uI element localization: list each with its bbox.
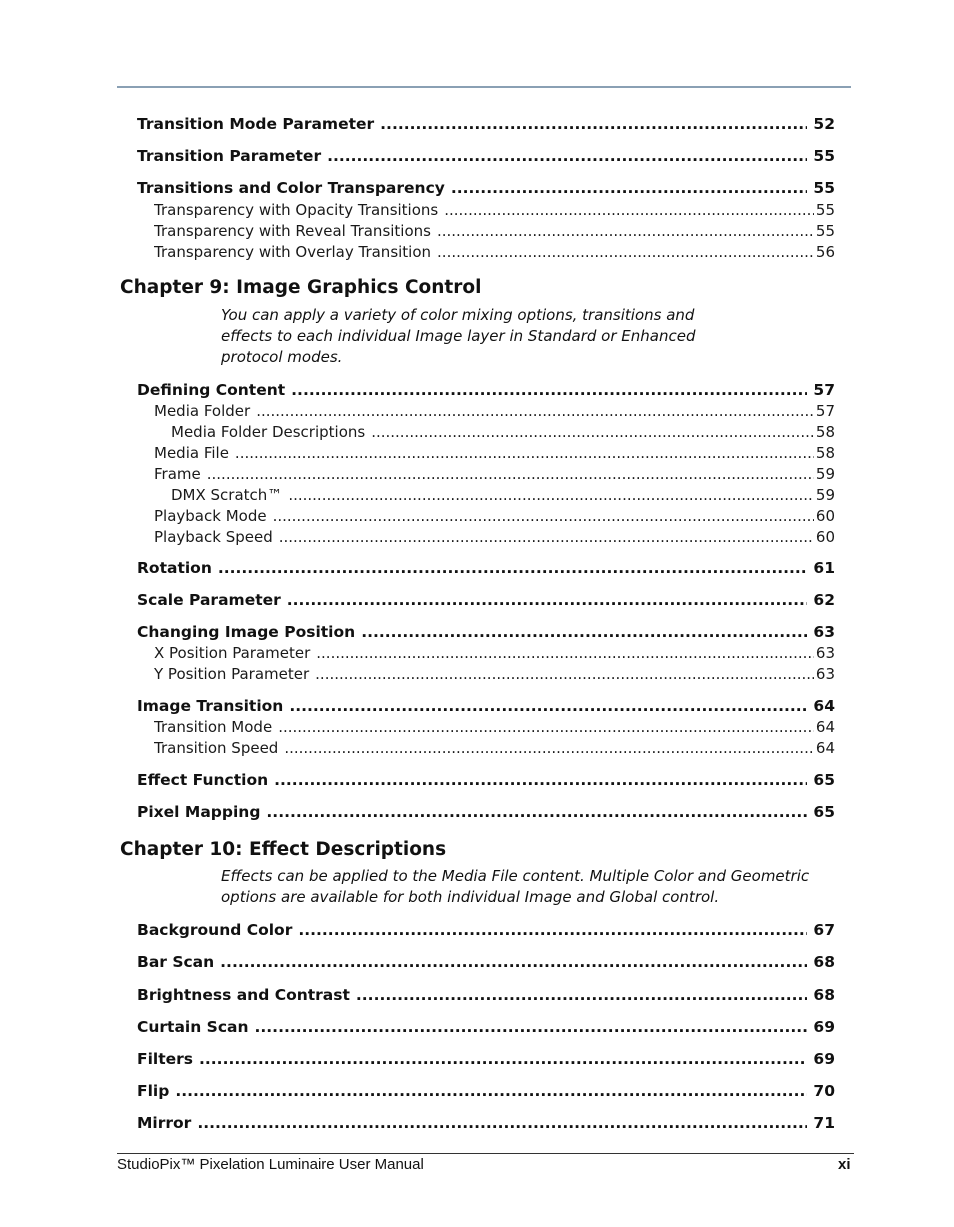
toc-entry-title: Effect Function [137,771,269,789]
toc-entry-page: 55 [815,201,835,219]
toc-entry[interactable] [154,507,835,525]
footer-rule [117,1153,854,1154]
toc-entry-title: Playback Speed [154,528,273,546]
toc-dot-leader [287,591,808,609]
toc-entry[interactable] [137,953,835,971]
toc-entry-page: 69 [813,1050,835,1068]
toc-dot-leader [284,739,814,757]
toc-entry-page: 60 [815,528,835,546]
toc-entry-title: Media Folder [154,402,251,420]
toc-entry-title: Transparency with Reveal Transitions [154,222,431,240]
chapter-9-description-line: You can apply a variety of color mixing options, transitions and [221,306,695,324]
toc-entry[interactable] [154,665,835,683]
toc-entry[interactable] [137,381,835,399]
toc-dot-leader [207,465,814,483]
toc-entry-title: Transparency with Overlay Transition [154,243,432,261]
toc-entry-title: Defining Content [137,381,286,399]
toc-entry-title: Media File [154,444,229,462]
toc-entry-page: 64 [815,739,835,757]
toc-entry-page: 71 [813,1114,835,1132]
toc-entry[interactable] [154,444,835,462]
toc-entry-title: Transition Mode Parameter [137,115,375,133]
toc-dot-leader [218,559,808,577]
toc-entry-page: 65 [813,771,835,789]
toc-entry-title: Transition Parameter [137,147,322,165]
chapter-10-description-line: options are available for both individual Image and Global control. [221,888,720,906]
toc-dot-leader [288,486,814,504]
toc-dot-leader [291,381,807,399]
toc-dot-leader [199,1050,807,1068]
toc-entry-page: 69 [813,1018,835,1036]
toc-dot-leader [315,665,814,683]
toc-entry-page: 61 [813,559,835,577]
toc-entry-page: 52 [813,115,835,133]
toc-dot-leader [289,697,807,715]
toc-dot-leader [175,1082,807,1100]
toc-dot-leader [356,986,808,1004]
toc-entry-page: 64 [813,697,835,715]
toc-entry-title: Y Position Parameter [154,665,310,683]
toc-entry[interactable] [154,465,835,483]
toc-entry[interactable] [137,179,835,197]
toc-entry-page: 58 [815,423,835,441]
toc-entry-title: Pixel Mapping [137,803,261,821]
toc-entry-title: Playback Mode [154,507,267,525]
chapter-9-description-line: protocol modes. [221,348,343,366]
footer-page-number: xi [838,1156,851,1173]
toc-entry-page: 56 [815,243,835,261]
toc-entry-page: 68 [813,953,835,971]
toc-entry[interactable] [154,201,835,219]
toc-entry[interactable] [137,1114,835,1132]
toc-entry-title: Transparency with Opacity Transitions [154,201,439,219]
chapter-10-heading[interactable]: Chapter 10: Effect Descriptions [120,839,447,860]
toc-dot-leader [361,623,807,641]
toc-entry-page: 65 [813,803,835,821]
toc-entry-page: 63 [813,623,835,641]
toc-entry-title: Curtain Scan [137,1018,249,1036]
footer-manual-title: StudioPix™ Pixelation Luminaire User Manual [117,1156,424,1173]
toc-dot-leader [278,718,814,736]
toc-dot-leader [444,201,814,219]
toc-entry-page: 62 [813,591,835,609]
toc-entry[interactable] [154,739,835,757]
toc-entry[interactable] [171,423,835,441]
toc-entry-page: 63 [815,665,835,683]
chapter-10-description [221,866,821,908]
toc-entry-title: DMX Scratch™ [171,486,283,504]
toc-entry-page: 55 [813,179,835,197]
toc-entry[interactable] [154,528,835,546]
toc-entry[interactable] [154,402,835,420]
toc-dot-leader [371,423,814,441]
toc-entry-page: 55 [815,222,835,240]
toc-entry-page: 59 [815,486,835,504]
toc-dot-leader [451,179,808,197]
toc-entry-page: 68 [813,986,835,1004]
toc-entry-title: Changing Image Position [137,623,356,641]
toc-entry-page: 60 [815,507,835,525]
toc-entry-title: Background Color [137,921,293,939]
toc-entry-title: Flip [137,1082,170,1100]
toc-entry-title: Frame [154,465,201,483]
toc-entry-title: Scale Parameter [137,591,281,609]
toc-entry-title: Transition Mode [154,718,273,736]
toc-entry[interactable] [154,222,835,240]
chapter-10-description-line: Effects can be applied to the Media File content. Multiple Color and Geometric [221,867,810,885]
toc-dot-leader [273,507,814,525]
toc-entry[interactable] [154,243,835,261]
toc-dot-leader [235,444,814,462]
toc-entry-page: 70 [813,1082,835,1100]
toc-dot-leader [298,921,807,939]
toc-entry-title: X Position Parameter [154,644,311,662]
toc-dot-leader [437,243,814,261]
toc-dot-leader [380,115,807,133]
toc-entry-page: 57 [815,402,835,420]
toc-entry[interactable] [137,115,835,133]
chapter-9-description-line: effects to each individual Image layer in Standard or Enhanced [221,327,696,345]
toc-entry-page: 63 [815,644,835,662]
toc-entry[interactable] [137,559,835,577]
toc-dot-leader [437,222,814,240]
toc-entry-title: Image Transition [137,697,284,715]
toc-dot-leader [266,803,807,821]
toc-entry-title: Transitions and Color Transparency [137,179,445,197]
toc-dot-leader [197,1114,807,1132]
toc-entry[interactable] [137,803,835,821]
toc-entry-page: 55 [813,147,835,165]
toc-dot-leader [256,402,814,420]
toc-entry-title: Transition Speed [154,739,279,757]
toc-entry-title: Mirror [137,1114,192,1132]
toc-entry[interactable] [154,718,835,736]
toc-entry-title: Media Folder Descriptions [171,423,366,441]
header-rule [117,86,851,88]
toc-entry[interactable] [171,486,835,504]
toc-entry-page: 59 [815,465,835,483]
toc-entry[interactable] [137,697,835,715]
toc-entry[interactable] [137,1050,835,1068]
toc-entry-title: Filters [137,1050,194,1068]
toc-entry-page: 58 [815,444,835,462]
toc-entry[interactable] [137,1082,835,1100]
toc-dot-leader [274,771,807,789]
toc-dot-leader [255,1018,808,1036]
toc-entry-page: 67 [813,921,835,939]
chapter-9-heading[interactable]: Chapter 9: Image Graphics Control [120,277,482,298]
chapter-9-description [221,305,821,368]
toc-entry-title: Brightness and Contrast [137,986,350,1004]
toc-entry[interactable] [137,921,835,939]
toc-entry[interactable] [137,147,835,165]
toc-entry[interactable] [137,623,835,641]
toc-dot-leader [220,953,807,971]
toc-entry[interactable] [154,644,835,662]
toc-entry-page: 64 [815,718,835,736]
toc-entry-page: 57 [813,381,835,399]
toc-dot-leader [279,528,814,546]
toc-entry-title: Rotation [137,559,212,577]
toc-dot-leader [316,644,814,662]
toc-entry[interactable] [137,1018,835,1036]
toc-entry[interactable] [137,591,835,609]
toc-entry[interactable] [137,986,835,1004]
toc-dot-leader [327,147,807,165]
toc-entry[interactable] [137,771,835,789]
toc-entry-title: Bar Scan [137,953,215,971]
